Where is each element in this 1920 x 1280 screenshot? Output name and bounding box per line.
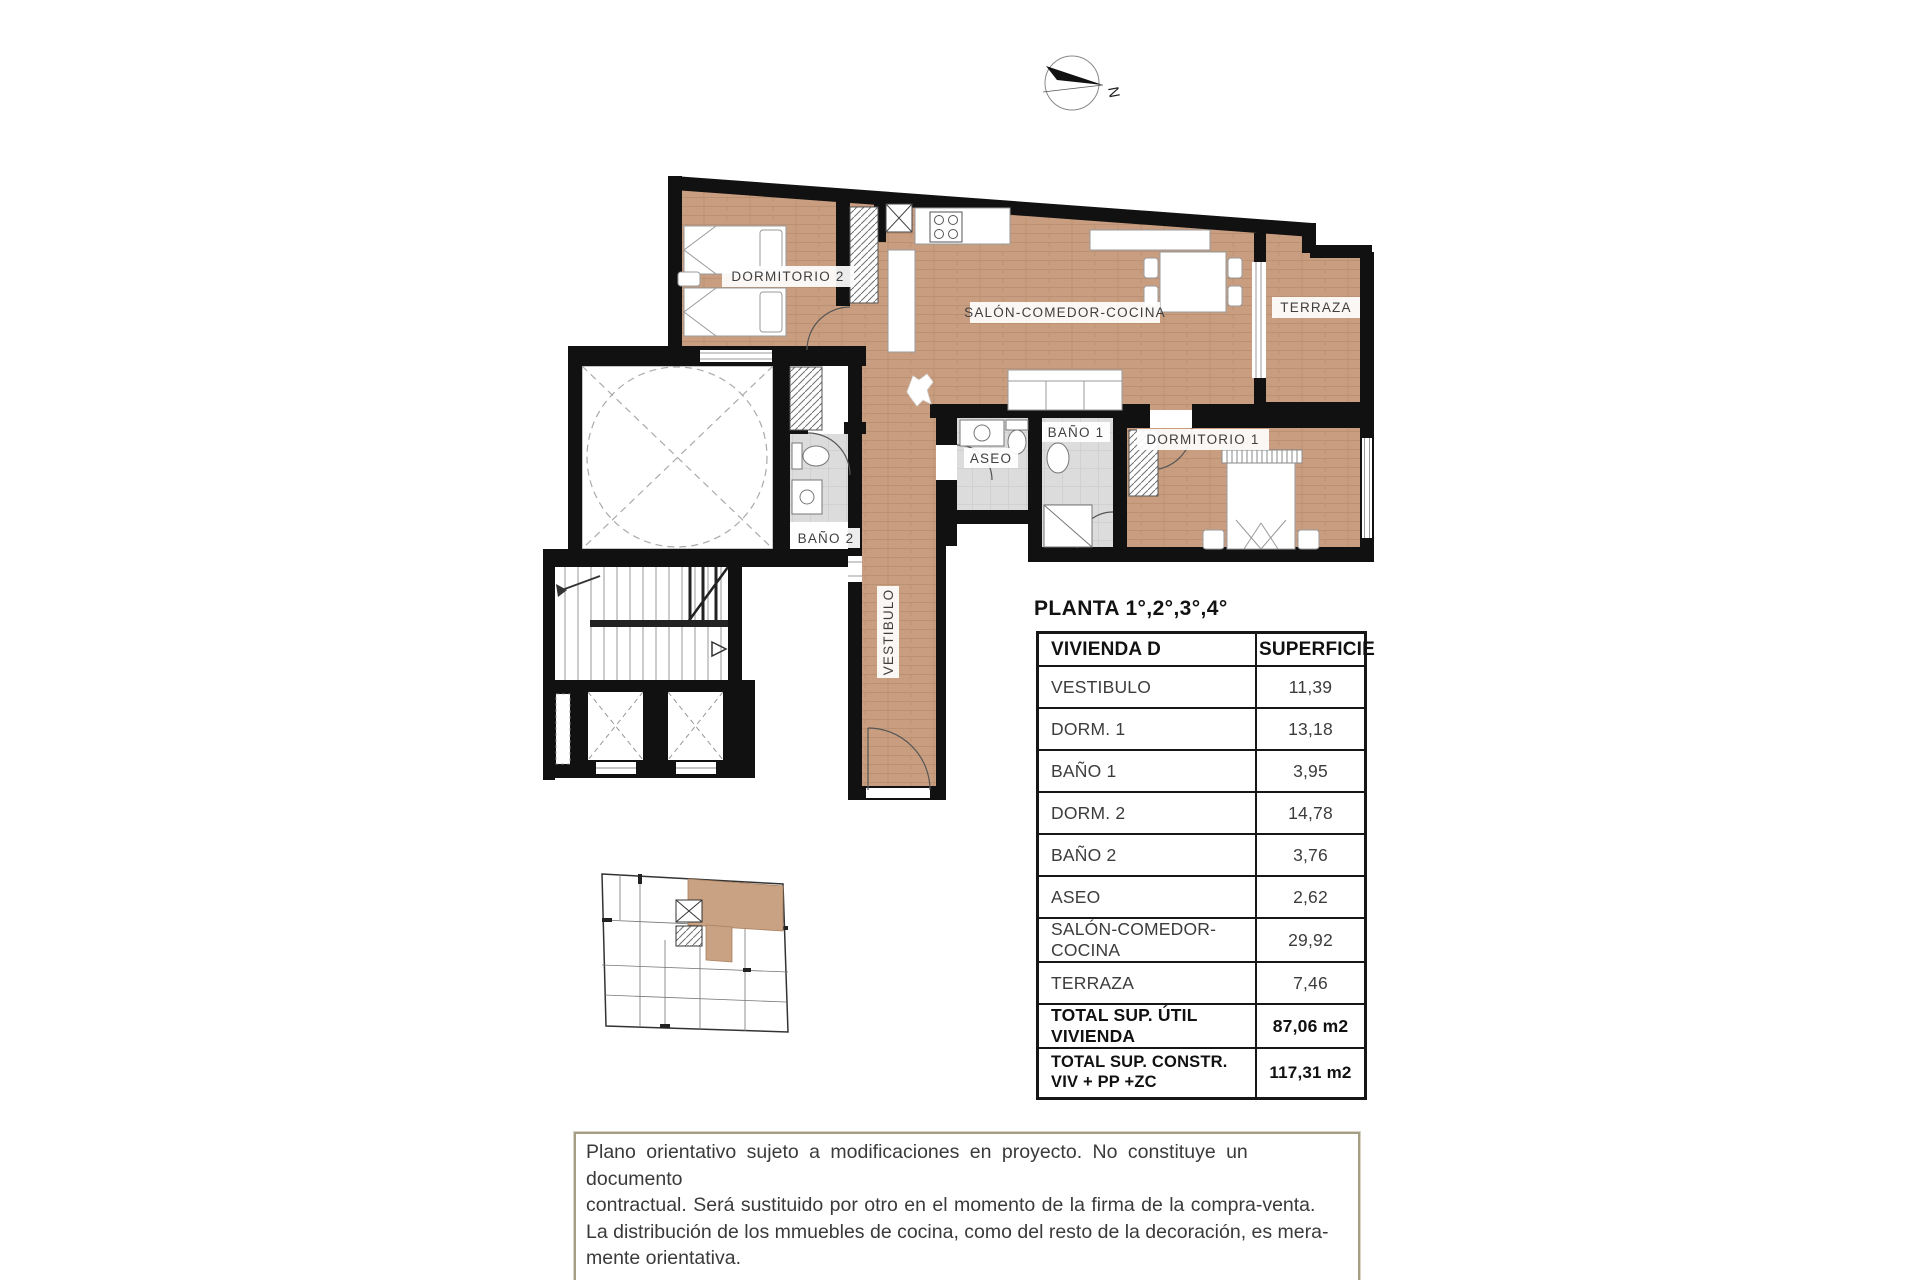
row-label: TERRAZA xyxy=(1038,962,1257,1004)
room-label-dormitorio1 xyxy=(1137,429,1269,450)
table-row xyxy=(1038,834,1366,876)
room-label-salon xyxy=(964,302,1166,323)
row-value: 7,46 xyxy=(1256,962,1366,1004)
staircase-icon xyxy=(555,567,730,680)
room-label-vestibulo xyxy=(877,586,899,678)
row-value: 13,18 xyxy=(1256,708,1366,750)
room-label-dormitorio2 xyxy=(722,266,854,287)
table-row xyxy=(1038,918,1366,962)
row-value: 2,62 xyxy=(1256,876,1366,918)
total-util-value: 87,06 m2 xyxy=(1256,1004,1366,1048)
svg-text:TERRAZA: TERRAZA xyxy=(1280,300,1352,315)
row-label: SALÓN-COMEDOR-COCINA xyxy=(1038,918,1257,962)
sofa-icon xyxy=(1008,370,1122,410)
building-key-plan xyxy=(602,874,788,1032)
north-label: N xyxy=(1104,85,1123,100)
svg-text:DORMITORIO 2: DORMITORIO 2 xyxy=(731,269,845,284)
table-total-util-row xyxy=(1038,1004,1366,1048)
table-row xyxy=(1038,708,1366,750)
row-label: VESTIBULO xyxy=(1038,666,1257,708)
row-value: 11,39 xyxy=(1256,666,1366,708)
north-compass-icon xyxy=(1043,56,1123,110)
svg-text:BAÑO 2: BAÑO 2 xyxy=(797,531,855,546)
total-constr-value: 117,31 m2 xyxy=(1256,1048,1366,1099)
table-row xyxy=(1038,750,1366,792)
table-row xyxy=(1038,962,1366,1004)
table-row xyxy=(1038,792,1366,834)
table-header-row xyxy=(1038,633,1366,667)
svg-text:DORMITORIO 1: DORMITORIO 1 xyxy=(1146,432,1260,447)
room-label-terraza xyxy=(1272,297,1360,318)
table-total-constr-row xyxy=(1038,1048,1366,1099)
disclaimer-line: mente orientativa. xyxy=(586,1247,742,1269)
table-row xyxy=(1038,876,1366,918)
row-value: 29,92 xyxy=(1256,918,1366,962)
row-label: ASEO xyxy=(1038,876,1257,918)
room-label-bano1 xyxy=(1042,422,1110,442)
room-label-bano2 xyxy=(792,528,860,548)
svg-text:VESTIBULO: VESTIBULO xyxy=(881,588,896,676)
page-title: PLANTA 1°,2°,3°,4° xyxy=(1034,597,1228,620)
disclaimer-line: contractual. Será sustituido por otro en el momento de la firma de la compra-venta. xyxy=(586,1194,1316,1216)
svg-text:BAÑO 1: BAÑO 1 xyxy=(1047,425,1105,440)
row-value: 3,95 xyxy=(1256,750,1366,792)
row-label: BAÑO 2 xyxy=(1038,834,1257,876)
row-value: 3,76 xyxy=(1256,834,1366,876)
row-label: DORM. 1 xyxy=(1038,708,1257,750)
total-constr-label-line1: TOTAL SUP. CONSTR. xyxy=(1051,1053,1228,1072)
disclaimer-box xyxy=(574,1132,1360,1280)
total-util-label: TOTAL SUP. ÚTIL VIVIENDA xyxy=(1038,1004,1257,1048)
total-constr-label-line2: VIV + PP +ZC xyxy=(1051,1073,1157,1091)
table-row xyxy=(1038,666,1366,708)
disclaimer-line: La distribución de los mmuebles de cocina, como del resto de la decoración, es mera- xyxy=(586,1220,1329,1243)
table-header-superficie: SUPERFICIE xyxy=(1256,633,1366,667)
row-label: DORM. 2 xyxy=(1038,792,1257,834)
svg-text:SALÓN-COMEDOR-COCINA: SALÓN-COMEDOR-COCINA xyxy=(964,305,1166,320)
svg-text:ASEO: ASEO xyxy=(969,451,1013,466)
disclaimer-line: Plano orientativo sujeto a modificaciones en proyecto. No constituye un documento xyxy=(586,1141,1248,1190)
row-label: BAÑO 1 xyxy=(1038,750,1257,792)
patio-lightwell xyxy=(582,366,773,549)
row-value: 14,78 xyxy=(1256,792,1366,834)
area-table xyxy=(1036,631,1376,1100)
table-header-vivienda: VIVIENDA D xyxy=(1038,633,1257,667)
room-label-aseo xyxy=(964,448,1018,468)
